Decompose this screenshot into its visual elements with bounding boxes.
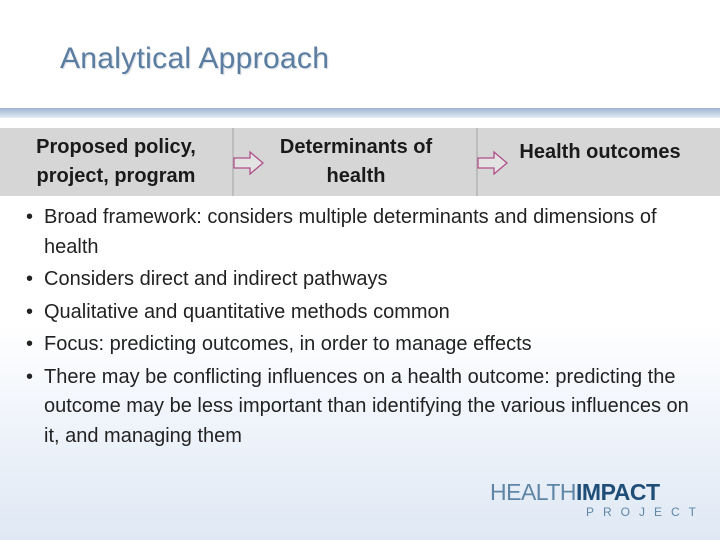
title-divider [0, 108, 720, 118]
bullet-list [26, 203, 706, 454]
bullet-item: • Considers direct and indirect pathways [26, 265, 706, 295]
bullet-item: • There may be conflicting influences on a health outcome: predicting the outcome may be less important than identifying the various influences on it, and managing them [26, 363, 706, 452]
arrow-right-icon [232, 150, 266, 176]
flow-step-determinants [232, 128, 478, 196]
flow-step-policy [0, 128, 232, 196]
flow-step-outcomes [476, 128, 720, 196]
logo-project-text: PROJECT [586, 505, 706, 519]
flow-step-policy-line1: Proposed policy, [36, 136, 196, 158]
flow-diagram [0, 128, 720, 196]
logo-health-text: HEALTH [490, 479, 577, 505]
bullet-item: • Focus: predicting outcomes, in order to manage effects [26, 330, 706, 360]
flow-step-determinants-line1: Determinants of [279, 136, 433, 158]
slide-title: Analytical Approach [60, 42, 330, 75]
arrow-right-icon [476, 150, 510, 176]
logo-impact-text: IMPACT [576, 479, 660, 505]
health-impact-project-logo [490, 479, 706, 520]
bullet-item: • Broad framework: considers multiple determinants and dimensions of health [26, 203, 706, 262]
flow-step-policy-line2: project, program [36, 165, 196, 187]
bullet-item: • Qualitative and quantitative methods common [26, 298, 706, 328]
flow-step-determinants-line2: health [326, 165, 386, 187]
flow-step-outcomes-line1: Health outcomes [519, 140, 681, 163]
